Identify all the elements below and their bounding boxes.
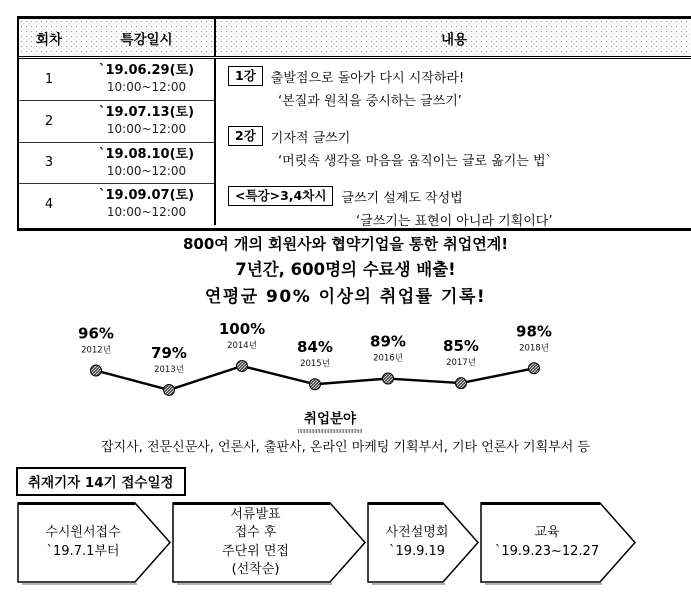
session-date: `19.08.10(토) xyxy=(98,146,195,162)
step-line: `19.9.23~12.27 xyxy=(494,543,600,559)
step-line: 사전설명회 xyxy=(385,524,449,540)
session-date: `19.06.29(토) xyxy=(98,63,195,79)
session-number: 2 xyxy=(44,113,54,129)
hatched-underline xyxy=(298,429,362,433)
percent-label: 98% xyxy=(516,322,552,341)
data-point-marker xyxy=(237,361,248,372)
session-time: 10:00~12:00 xyxy=(106,205,187,220)
year-label: 2013년 xyxy=(154,364,184,375)
session-datetime xyxy=(79,101,214,142)
percent-label: 84% xyxy=(297,338,333,357)
data-point-marker xyxy=(91,365,102,376)
lecture-title: 글쓰기 설계도 작성법 xyxy=(341,190,463,206)
percent-label: 96% xyxy=(78,324,114,343)
lecture-schedule-table xyxy=(17,16,691,231)
schedule-step-screening xyxy=(173,503,338,582)
employment-rate-line-chart xyxy=(60,318,600,406)
step-line: 수시원서접수 xyxy=(45,524,121,540)
lecture-subtitle: ‘글쓰기는 표현이 아니라 기획이다’ xyxy=(356,214,553,229)
headline-employment-link: 800여 개의 회원사와 협약기업을 통한 취업연계! xyxy=(182,235,509,253)
table-row xyxy=(19,101,214,143)
session-date: `19.09.07(토) xyxy=(98,188,195,204)
session-time: 10:00~12:00 xyxy=(106,80,187,95)
session-time: 10:00~12:00 xyxy=(106,163,187,178)
table-header-row xyxy=(19,19,691,59)
schedule-step-application xyxy=(18,503,148,582)
content-block xyxy=(228,66,686,109)
content-column xyxy=(214,59,691,229)
year-label: 2014년 xyxy=(227,341,257,351)
employment-field-block xyxy=(0,407,660,433)
lecture-tag: 2강 xyxy=(228,126,263,146)
session-datetime xyxy=(79,184,214,225)
session-datetime xyxy=(79,143,214,184)
lecture-title: 기자적 글쓰기 xyxy=(270,130,351,146)
table-row xyxy=(19,184,214,225)
lecture-tag: 1강 xyxy=(228,66,263,86)
percent-label: 85% xyxy=(443,337,479,356)
lecture-subtitle: ‘본질과 원칙을 중시하는 글쓰기’ xyxy=(278,94,462,109)
session-number: 3 xyxy=(44,155,54,171)
percent-label: 79% xyxy=(151,343,187,362)
session-datetime xyxy=(79,59,214,100)
data-point-marker xyxy=(456,378,467,389)
lecture-subtitle: ‘머릿속 생각을 마음을 움직이는 글로 옮기는 법` xyxy=(278,154,553,169)
data-point-marker xyxy=(164,384,175,395)
table-row xyxy=(19,59,214,101)
year-label: 2015년 xyxy=(300,359,330,370)
step-line: 주단위 면접 xyxy=(222,543,289,559)
data-point-marker xyxy=(310,379,321,390)
lecture-tag: <특강>3,4차시 xyxy=(228,186,333,206)
content-block xyxy=(228,186,686,229)
session-date: `19.07.13(토) xyxy=(98,104,195,120)
table-body xyxy=(19,59,691,229)
data-point-marker xyxy=(383,373,394,384)
step-line: 접수 후 xyxy=(234,525,277,541)
year-label: 2017년 xyxy=(446,358,476,369)
application-schedule-title: 취재기자 14기 접수일정 xyxy=(16,467,186,496)
percent-label: 89% xyxy=(370,332,406,351)
step-line: (선착순) xyxy=(231,561,280,577)
session-number: 1 xyxy=(44,71,54,87)
year-label: 2012년 xyxy=(81,345,111,356)
header-session: 회차 xyxy=(35,31,63,48)
headline-employment-rate: 연평균 90% 이상의 취업률 기록! xyxy=(204,287,487,307)
session-time: 10:00~12:00 xyxy=(106,121,187,136)
step-line: 교육 xyxy=(534,524,560,540)
session-number: 4 xyxy=(44,197,54,213)
data-point-marker xyxy=(529,363,540,374)
year-label: 2016년 xyxy=(373,353,403,364)
employment-field-list: 잡지사, 전문신문사, 언론사, 출판사, 온라인 마케팅 기획부서, 기타 언론사 기획부서 등 xyxy=(101,440,590,455)
percent-label: 100% xyxy=(218,320,266,338)
step-line: `19.9.19 xyxy=(388,543,446,559)
step-line: 서류발표 xyxy=(230,507,281,523)
schedule-step-education xyxy=(481,503,613,582)
table-row xyxy=(19,143,214,185)
employment-field-label: 취업분야 xyxy=(303,411,357,427)
year-label: 2018년 xyxy=(519,343,549,354)
headline-graduates: 7년간, 600명의 수료생 배출! xyxy=(235,260,456,279)
step-line: `19.7.1부터 xyxy=(46,543,120,559)
header-content: 내용 xyxy=(214,19,691,56)
header-datetime: 특강일시 xyxy=(120,31,173,48)
table-left-columns xyxy=(19,59,214,225)
content-block xyxy=(228,126,686,169)
schedule-step-orientation xyxy=(368,503,466,582)
lecture-title: 출발점으로 돌아가 다시 시작하라! xyxy=(270,70,465,86)
